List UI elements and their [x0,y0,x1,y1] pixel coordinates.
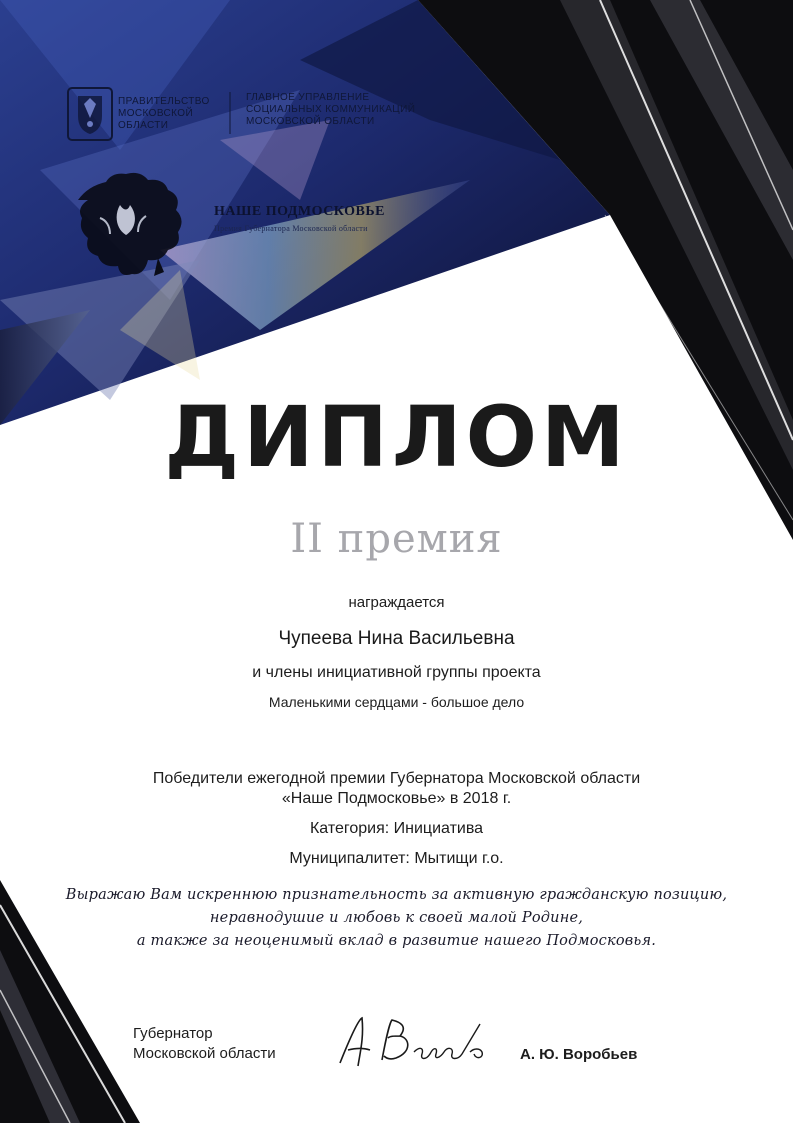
recipient-name: Чупеева Нина Васильевна [278,628,515,649]
gratitude-line-1: Выражаю Вам искреннюю признательность за активную гражданскую позицию, [65,887,728,903]
signer-position-line-1: Губернатор [133,1025,213,1042]
signer-name: А. Ю. Воробьев [520,1046,638,1063]
brand-title: НАШЕ ПОДМОСКОВЬЕ [214,204,385,219]
gratitude-line-3: а также за неоценимый вклад в развитие нашего Подмосковья. [136,933,657,949]
prize-label: II премия [290,516,503,562]
municipality-label: Муниципалитет: Мытищи г.о. [289,850,504,867]
awarded-label: награждается [348,594,445,611]
gratitude-line-2: неравнодушие и любовь к своей малой Родине, [209,910,584,926]
group-label: и члены инициативной группы проекта [252,664,541,681]
category-label: Категория: Инициатива [309,820,484,837]
signer-position-line-2: Московской области [133,1045,276,1062]
diploma-title: ДИПЛОМ [164,388,629,486]
winners-line-1: Победители ежегодной премии Губернатора Московской области [152,770,641,787]
project-name: Маленькими сердцами - большое дело [268,694,525,710]
department-name: ГЛАВНОЕ УПРАВЛЕНИЕ СОЦИАЛЬНЫХ КОММУНИКАЦИЙ МОСКОВСКОЙ ОБЛАСТИ [246,92,416,127]
government-name: ПРАВИТЕЛЬСТВО МОСКОВСКОЙ ОБЛАСТИ [118,96,210,131]
winners-line-2: «Наше Подмосковье» в 2018 г. [281,790,512,807]
brand-subtitle: Премия Губернатора Московской области [214,224,368,233]
handwritten-signature [330,1008,510,1078]
